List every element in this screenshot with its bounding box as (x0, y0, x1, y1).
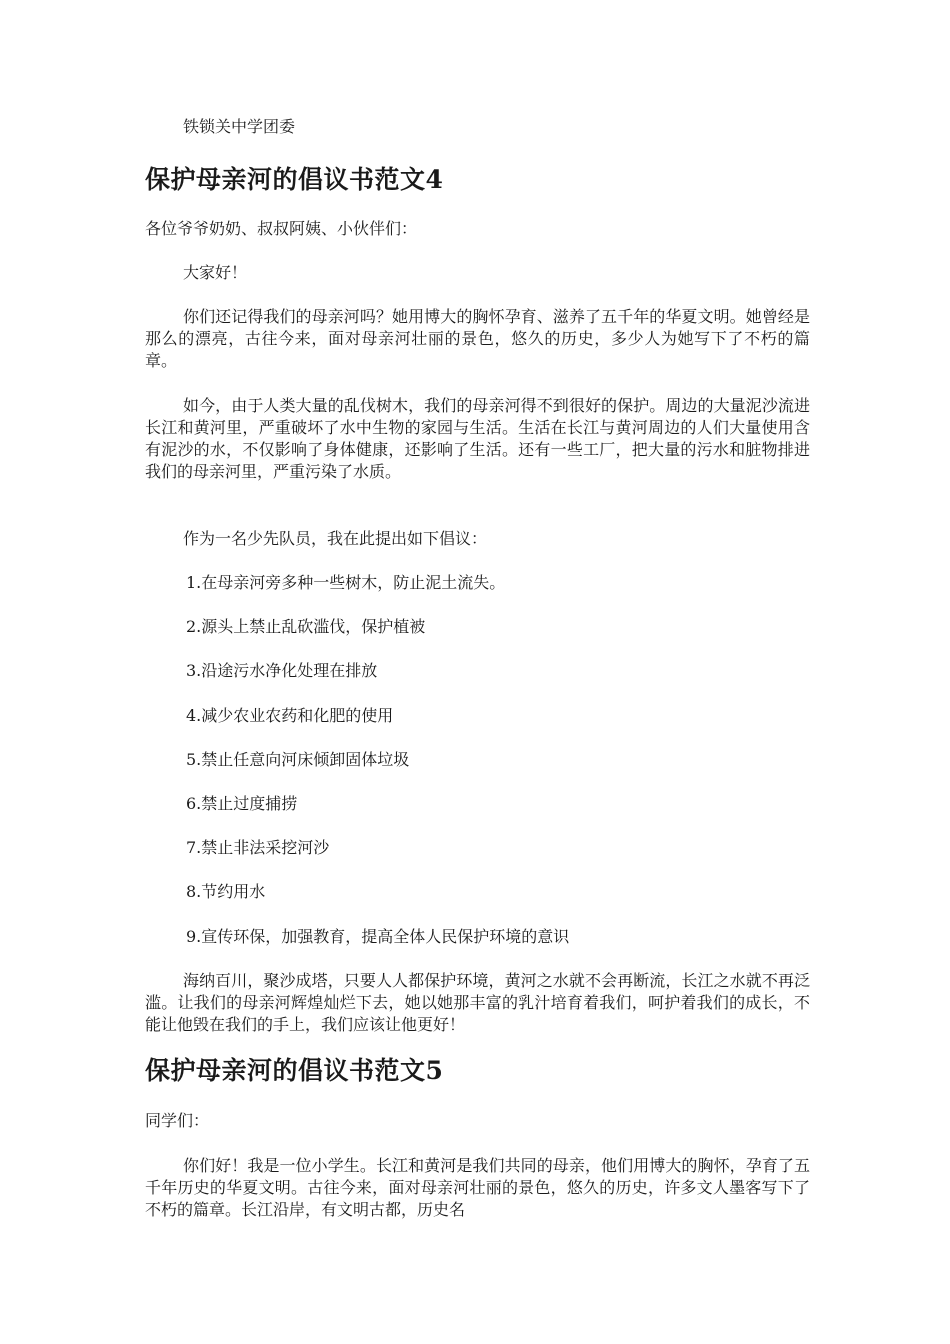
signature: 铁锁关中学团委 (183, 117, 296, 136)
proposal-item-1: 1.在母亲河旁多种一些树木，防止泥土流失。 (186, 573, 506, 592)
proposal-item-3: 3.沿途污水净化处理在排放 (186, 661, 378, 680)
proposal-item-5: 5.禁止任意向河床倾卸固体垃圾 (186, 750, 410, 769)
proposal-item-2: 2.源头上禁止乱砍滥伐，保护植被 (186, 617, 426, 636)
section-4-paragraph-3: 作为一名少先队员，我在此提出如下倡议： (183, 529, 488, 548)
proposal-item-8: 8.节约用水 (186, 882, 266, 901)
proposal-item-9: 9.宣传环保，加强教育，提高全体人民保护环境的意识 (186, 927, 570, 946)
proposal-item-4: 4.减少农业农药和化肥的使用 (186, 706, 394, 725)
section-4-greeting: 大家好！ (183, 263, 248, 282)
proposal-item-7: 7.禁止非法采挖河沙 (186, 838, 330, 857)
section-4-closing: 海纳百川，聚沙成塔，只要人人都保护环境，黄河之水就不会再断流，长江之水就不再泛滥。让我们的母亲河辉煌灿烂下去，她以她那丰富的乳汁培育着我们，呵护着我们的成长，不能让他毁在我们的手上，我们应该让他更好！ (145, 971, 810, 1034)
section-5-salutation: 同学们： (145, 1111, 210, 1130)
section-4-salutation: 各位爷爷奶奶、叔叔阿姨、小伙伴们： (145, 219, 418, 238)
section-5-paragraph-1: 你们好！我是一位小学生。长江和黄河是我们共同的母亲，他们用博大的胸怀，孕育了五千年历史的华夏文明。古往今来，面对母亲河壮丽的景色，悠久的历史，许多文人墨客写下了不朽的篇章。长江沿岸，有文明古都，历史名 (145, 1156, 810, 1219)
section-4-heading: 保护母亲河的倡议书范文4 (145, 165, 444, 194)
section-4-paragraph-1: 你们还记得我们的母亲河吗？她用博大的胸怀孕育、滋养了五千年的华夏文明。她曾经是那么的漂亮，古往今来，面对母亲河壮丽的景色，悠久的历史，多少人为她写下了不朽的篇章。 (145, 307, 810, 370)
section-5-heading: 保护母亲河的倡议书范文5 (145, 1056, 444, 1085)
section-4-paragraph-2: 如今，由于人类大量的乱伐树木，我们的母亲河得不到很好的保护。周边的大量泥沙流进长江和黄河里，严重破坏了水中生物的家园与生活。生活在长江与黄河周边的人们大量使用含有泥沙的水，不仅影响了身体健康，还影响了生活。还有一些工厂，把大量的污水和脏物排进我们的母亲河里，严重污染了水质。 (145, 396, 810, 481)
proposal-item-6: 6.禁止过度捕捞 (186, 794, 298, 813)
